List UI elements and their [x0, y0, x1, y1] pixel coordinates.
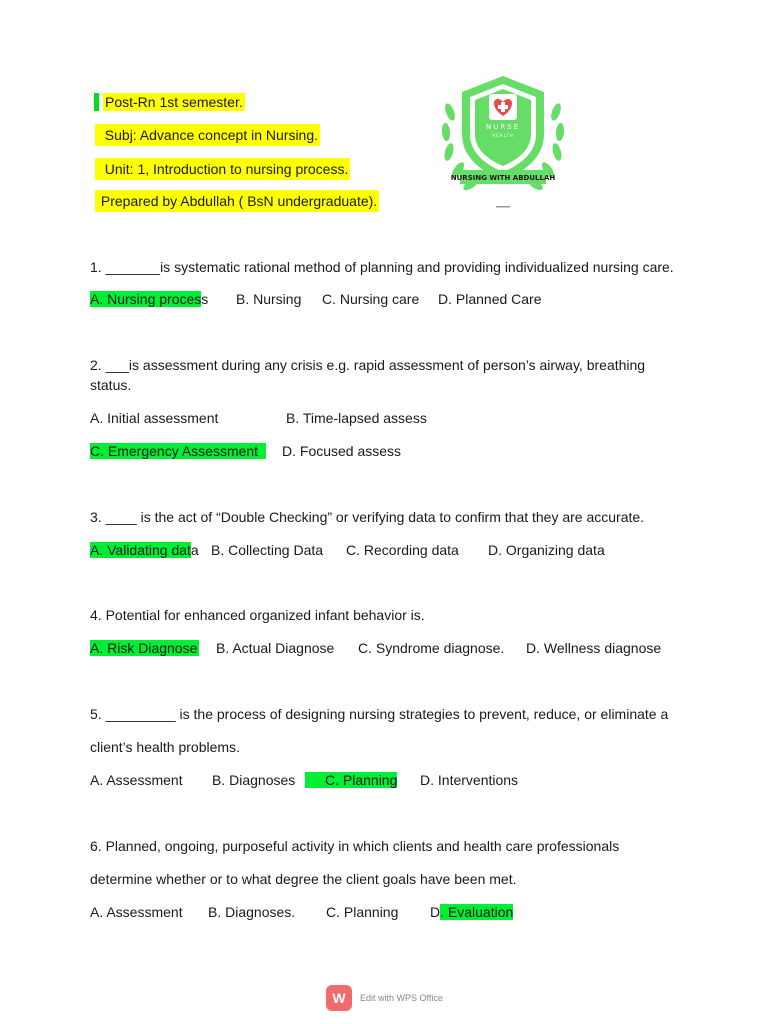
question-6-text: 6. Planned, ongoing, purposeful activity in which clients and health care professionals: [90, 838, 620, 854]
q5-option-b: B. Diagnoses: [212, 772, 296, 788]
q1-option-c: C. Nursing care: [322, 291, 420, 307]
q4-option-d: D. Wellness diagnose: [526, 640, 662, 656]
q1-option-b: B. Nursing: [236, 291, 302, 307]
wps-office-icon: W: [326, 985, 352, 1011]
logo-sub-text: HEALTH: [492, 133, 514, 138]
q5-option-a: A. Assessment: [90, 772, 183, 788]
header-line-3: Unit: 1, Introduction to nursing process.: [95, 158, 350, 180]
q3-option-b: B. Collecting Data: [211, 542, 324, 558]
header-line-2: Subj: Advance concept in Nursing.: [95, 124, 320, 146]
q2-option-c: C. Emergency Assessment: [90, 441, 266, 461]
q2-option-a: A. Initial assessment: [90, 410, 219, 426]
q6-option-c: C. Planning: [326, 904, 399, 920]
question-5-text-cont: client’s health problems.: [90, 739, 240, 755]
wps-footer-text: Edit with WPS Office: [360, 993, 443, 1003]
question-4-text: 4. Potential for enhanced organized infant behavior is.: [90, 607, 425, 623]
q3-option-a: A. Validating data: [90, 542, 199, 558]
q4-option-a: A. Risk Diagnose: [90, 640, 198, 656]
nurse-health-logo: [436, 72, 570, 212]
q1-option-d: D. Planned Care: [438, 291, 542, 307]
header-line-4: Prepared by Abdullah ( BsN undergraduate).: [95, 190, 379, 212]
question-2-text: 2. ___is assessment during any crisis e.g. rapid assessment of person’s airway, breathing: [90, 357, 646, 373]
q2-option-d: D. Focused assess: [282, 443, 402, 459]
q6-option-d: D. Evaluation: [430, 904, 514, 920]
q6-option-a: A. Assessment: [90, 904, 183, 920]
q2-option-b: B. Time-lapsed assess: [286, 410, 427, 426]
question-3-text: 3. ____ is the act of “Double Checking” or verifying data to confirm that they are accurate.: [90, 509, 645, 525]
q4-option-b: B. Actual Diagnose: [216, 640, 335, 656]
question-1-text: 1. _______is systematic rational method of planning and providing individualized nursing care.: [90, 259, 674, 275]
header-line-1: Post-Rn 1st semester.: [94, 92, 245, 112]
logo-top-text: NURSE: [485, 123, 521, 131]
q5-option-d: D. Interventions: [420, 772, 519, 788]
q3-option-d: D. Organizing data: [488, 542, 605, 558]
question-6-text-cont: determine whether or to what degree the client goals have been met.: [90, 871, 517, 887]
q1-option-a: A. Nursing process: [90, 291, 209, 307]
q5-option-c: C. Planning: [305, 770, 397, 790]
q6-option-b: B. Diagnoses.: [208, 904, 296, 920]
logo-banner-text: NURSING WITH ABDULLAH: [450, 174, 556, 182]
question-2-text-cont: status.: [90, 377, 132, 393]
q3-option-c: C. Recording data: [346, 542, 459, 558]
q4-option-c: C. Syndrome diagnose.: [358, 640, 505, 656]
question-5-text: 5. _________ is the process of designing nursing strategies to prevent, reduce, or eliminate a: [90, 706, 669, 722]
wps-footer[interactable]: [326, 985, 443, 1011]
